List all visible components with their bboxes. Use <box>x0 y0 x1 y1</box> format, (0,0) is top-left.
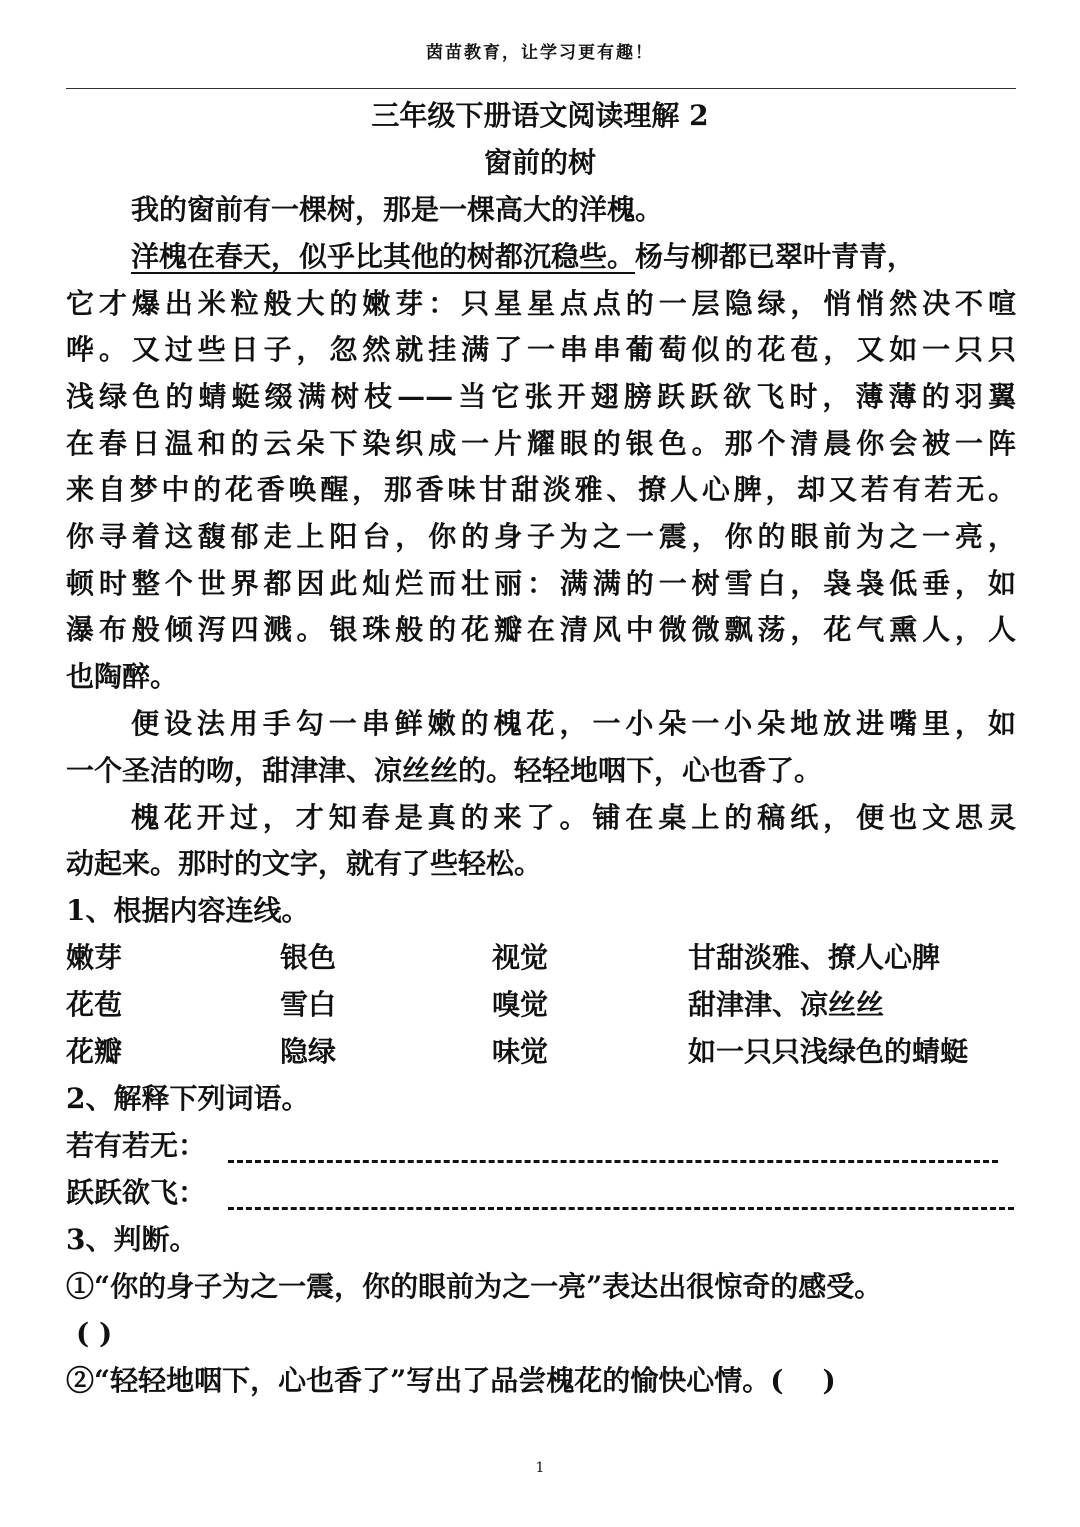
page-number: 1 <box>535 1460 545 1476</box>
passage-line: 瀑布般倾泻四溅。银珠般的花瓣在清风中微微飘荡，花气熏人，人 <box>66 613 1016 646</box>
matching-item: 隐绿 <box>280 1035 337 1068</box>
passage-line: 也陶醉。 <box>66 660 179 693</box>
passage-line: 顿时整个世界都因此灿烂而壮丽：满满的一树雪白，袅袅低垂，如 <box>66 567 1016 600</box>
passage-paragraph-3-line-2: 一个圣洁的吻，甜津津、凉丝丝的。轻轻地咽下，心也香了。 <box>66 754 823 787</box>
question-1-prompt: 1、根据内容连线。 <box>66 894 310 927</box>
header-slogan: 茵苗教育，让学习更有趣！ <box>426 43 654 63</box>
passage-line: 来自梦中的花香唤醒，那香味甘甜淡雅、撩人心脾，却又若有若无。 <box>66 473 1016 506</box>
matching-item: 花苞 <box>66 988 123 1021</box>
passage-title: 窗前的树 <box>483 146 596 179</box>
question-3-statement-2: ②“轻轻地咽下，心也香了”写出了品尝槐花的愉快心情。( ) <box>66 1364 836 1397</box>
passage-line: 它才爆出米粒般大的嫩芽：只星星点点的一层隐绿，悄悄然决不喧 <box>66 287 1016 320</box>
worksheet-title: 三年级下册语文阅读理解 2 <box>371 99 709 132</box>
question-2-term: 若有若无： <box>66 1129 207 1162</box>
matching-item: 甘甜淡雅、撩人心脾 <box>688 941 941 974</box>
passage-paragraph-4-line-1: 槐花开过，才知春是真的来了。铺在桌上的稿纸，便也文思灵 <box>131 801 1016 834</box>
matching-item: 银色 <box>280 941 337 974</box>
matching-item: 视觉 <box>492 941 549 974</box>
paragraph-2-continuation: 杨与柳都已翠叶青青， <box>635 240 916 273</box>
matching-item: 嫩芽 <box>66 941 123 974</box>
answer-parentheses[interactable]: ( ) <box>76 1317 113 1350</box>
passage-line: 哗。又过些日子，忽然就挂满了一串串葡萄似的花苞，又如一只只 <box>66 333 1016 366</box>
passage-line: 在春日温和的云朵下染织成一片耀眼的银色。那个清晨你会被一阵 <box>66 427 1016 460</box>
answer-blank[interactable] <box>228 1160 998 1163</box>
matching-item: 味觉 <box>492 1035 549 1068</box>
matching-item: 如一只只浅绿色的蜻蜓 <box>688 1035 969 1068</box>
passage-line: 浅绿色的蜻蜓缀满树枝——当它张开翅膀跃跃欲飞时，薄薄的羽翼 <box>66 380 1016 413</box>
header-divider <box>66 88 1016 89</box>
question-3-prompt: 3、判断。 <box>66 1223 198 1256</box>
passage-paragraph-1: 我的窗前有一棵树，那是一棵高大的洋槐。 <box>131 193 664 226</box>
matching-item: 花瓣 <box>66 1035 123 1068</box>
underlined-sentence: 洋槐在春天，似乎比其他的树都沉稳些。 <box>131 240 636 273</box>
matching-item: 甜津津、凉丝丝 <box>688 988 885 1021</box>
answer-blank[interactable] <box>228 1207 1014 1210</box>
passage-line: 你寻着这馥郁走上阳台，你的身子为之一震，你的眼前为之一亮， <box>66 520 1016 553</box>
matching-item: 雪白 <box>280 988 337 1021</box>
question-3-statement-1: ①“你的身子为之一震，你的眼前为之一亮”表达出很惊奇的感受。 <box>66 1270 883 1303</box>
passage-paragraph-4-line-2: 动起来。那时的文字，就有了些轻松。 <box>66 847 543 880</box>
question-2-term: 跃跃欲飞： <box>66 1176 207 1209</box>
passage-paragraph-2-first-line <box>131 234 1016 280</box>
matching-item: 嗅觉 <box>492 988 549 1021</box>
passage-paragraph-3-line-1: 便设法用手勾一串鲜嫩的槐花，一小朵一小朵地放进嘴里，如 <box>131 707 1016 740</box>
question-2-prompt: 2、解释下列词语。 <box>66 1082 310 1115</box>
